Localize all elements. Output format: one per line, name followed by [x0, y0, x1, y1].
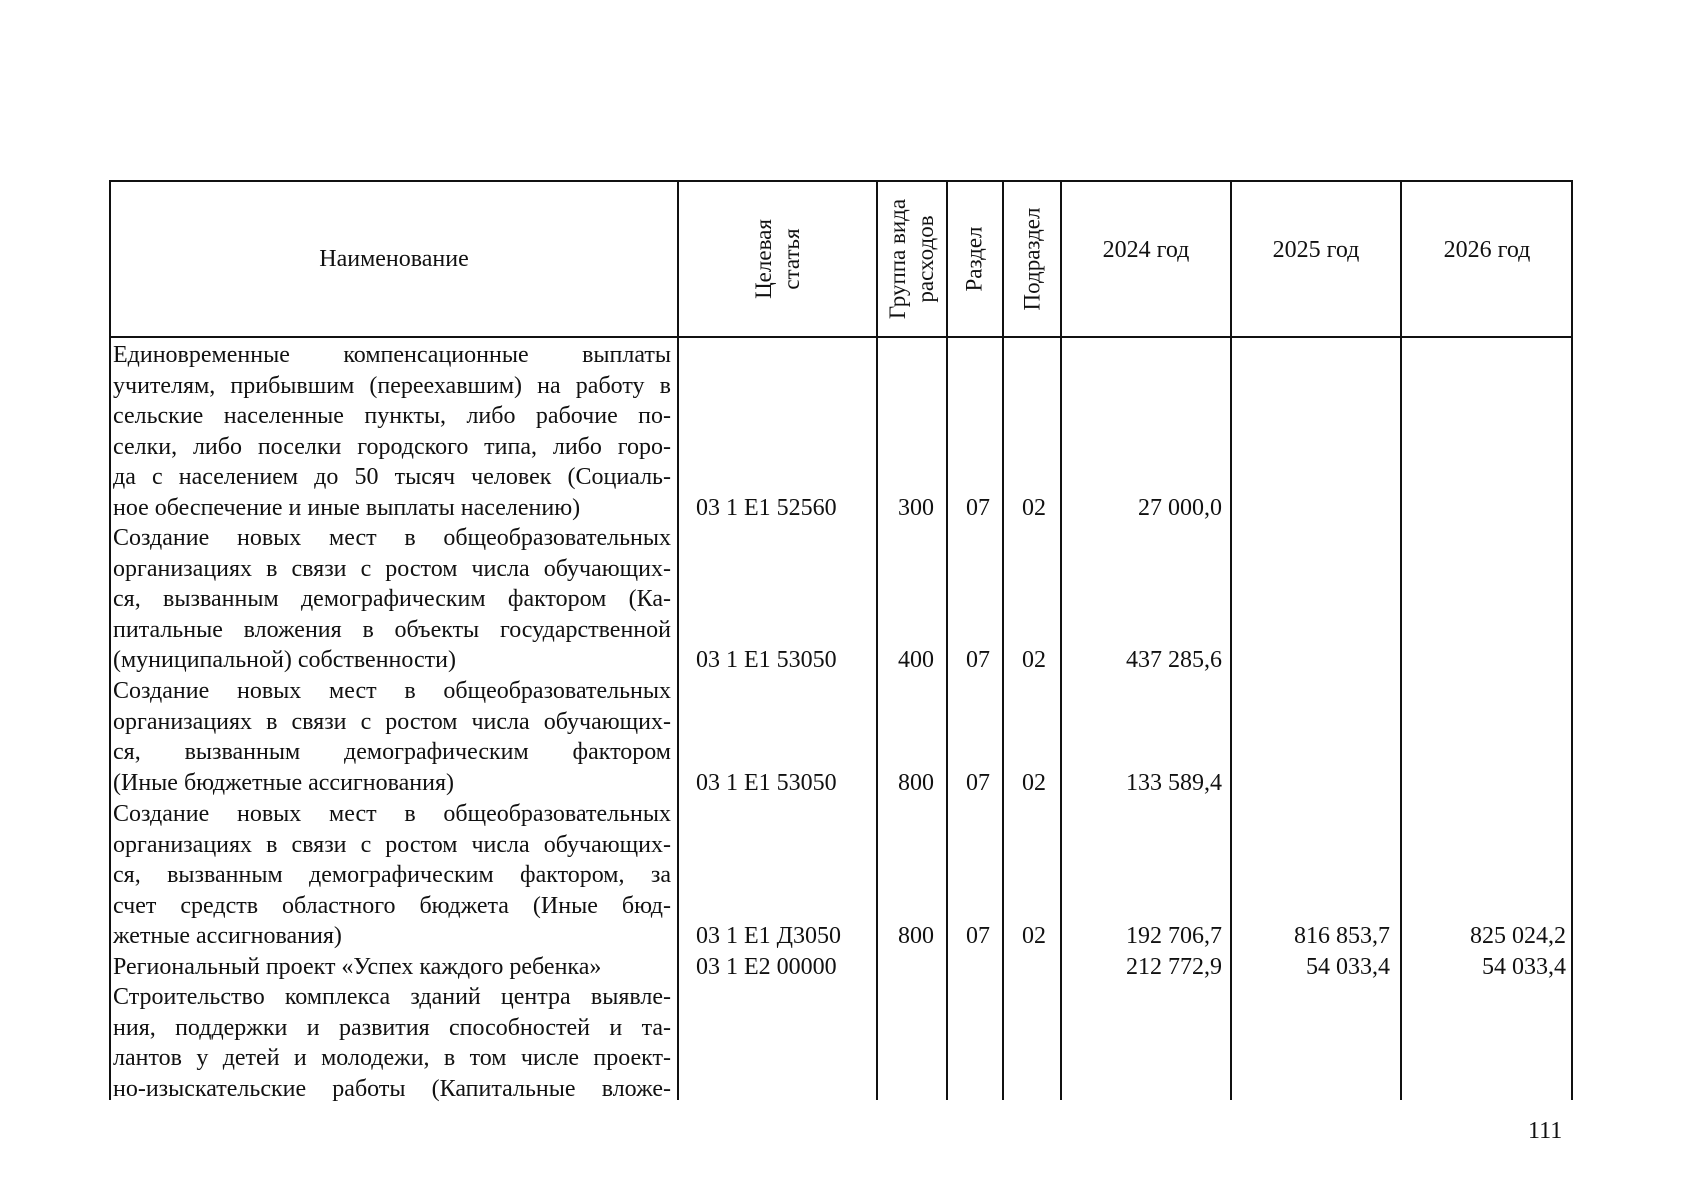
row-name-line: лантов у детей и молодежи, в том числе проект-	[113, 1045, 671, 1071]
row-section: 07	[966, 769, 990, 796]
row-name-line: организациях в связи с ростом числа обучающих-	[113, 708, 671, 735]
row-name-line: питальные вложения в объекты государственной	[113, 616, 671, 643]
row-value-2024: 133 589,4	[1126, 769, 1222, 796]
row-subsection: 02	[1022, 923, 1046, 949]
row-name-line: ся, вызванным демографическим фактором (Ка-	[113, 586, 671, 612]
row-name	[113, 340, 671, 523]
row-name-line: ния, поддержки и развития способностей и та-	[113, 1014, 671, 1041]
row-name-line: Создание новых мест в общеобразовательных	[113, 801, 671, 827]
row-target-code: 03 1 Е1 52560	[696, 494, 837, 521]
row-name	[113, 952, 671, 983]
row-name-line: Единовременные компенсационные выплаты	[113, 342, 671, 368]
row-expense-group: 300	[898, 494, 934, 521]
header-year-2024: 2024 год	[1102, 236, 1190, 263]
row-target-code: 03 1 Е1 53050	[696, 647, 837, 673]
row-name	[113, 799, 671, 952]
row-name-line: организациях в связи с ростом числа обучающих-	[113, 831, 671, 858]
header-year-2025: 2025 год	[1272, 236, 1360, 263]
row-name-line: Создание новых мест в общеобразовательных	[113, 525, 671, 551]
header-section: Раздел	[962, 226, 987, 292]
row-name-line: учителям, прибывшим (переехавшим) на работу в	[113, 372, 671, 399]
row-name-line: (Иные бюджетные ассигнования)	[113, 769, 454, 796]
row-name-line: сельские населенные пункты, либо рабочие по-	[113, 403, 671, 429]
row-expense-group: 800	[898, 923, 934, 949]
row-name-line: организациях в связи с ростом числа обучающих-	[113, 555, 671, 582]
header-expense-group: Группа вида расходов	[885, 198, 939, 320]
row-subsection: 02	[1022, 647, 1046, 673]
row-name-line: (муниципальной) собственности)	[113, 647, 456, 673]
header-name: Наименование	[319, 245, 469, 272]
header-year-2026: 2026 год	[1443, 236, 1531, 263]
row-name-line: ся, вызванным демографическим фактором, за	[113, 862, 671, 888]
header-divider	[109, 336, 1573, 338]
row-expense-group: 800	[898, 769, 934, 796]
row-value-2024: 212 772,9	[1126, 954, 1222, 980]
row-name	[113, 982, 671, 1104]
page-number: 111	[1528, 1118, 1563, 1144]
row-subsection: 02	[1022, 494, 1046, 521]
row-name-line: ся, вызванным демографическим фактором	[113, 739, 671, 765]
row-value-2024: 192 706,7	[1126, 923, 1222, 949]
row-section: 07	[966, 647, 990, 673]
row-value-2026: 825 024,2	[1470, 923, 1566, 949]
row-subsection: 02	[1022, 769, 1046, 796]
row-value-2024: 27 000,0	[1138, 494, 1222, 521]
row-name-line: Строительство комплекса зданий центра выявле-	[113, 984, 671, 1010]
row-name-line: жетные ассигнования)	[113, 923, 342, 949]
row-name-line: Создание новых мест в общеобразовательных	[113, 678, 671, 704]
row-name-line: счет средств областного бюджета (Иные бюд-	[113, 892, 671, 919]
row-value-2025: 54 033,4	[1306, 954, 1390, 980]
header-target-article: Целевая статья	[750, 219, 804, 299]
row-expense-group: 400	[898, 647, 934, 673]
row-name-line: селки, либо поселки городского типа, либо горо-	[113, 433, 671, 460]
row-name-line: да с населением до 50 тысяч человек (Социаль-	[113, 464, 671, 490]
row-name-line: но-изыскательские работы (Капитальные вложе-	[113, 1075, 671, 1102]
row-name	[113, 676, 671, 798]
row-target-code: 03 1 Е1 Д3050	[696, 923, 842, 949]
row-value-2025: 816 853,7	[1294, 923, 1390, 949]
row-section: 07	[966, 923, 990, 949]
row-target-code: 03 1 Е1 53050	[696, 769, 837, 796]
row-target-code: 03 1 Е2 00000	[696, 954, 837, 980]
header-subsection: Подраздел	[1019, 207, 1045, 311]
row-name	[113, 523, 671, 676]
row-value-2024: 437 285,6	[1126, 647, 1222, 673]
row-value-2026: 54 033,4	[1482, 954, 1566, 980]
row-section: 07	[966, 494, 990, 521]
row-name-line: Региональный проект «Успех каждого ребенка»	[113, 954, 602, 980]
row-name-line: ное обеспечение и иные выплаты населению)	[113, 494, 581, 521]
